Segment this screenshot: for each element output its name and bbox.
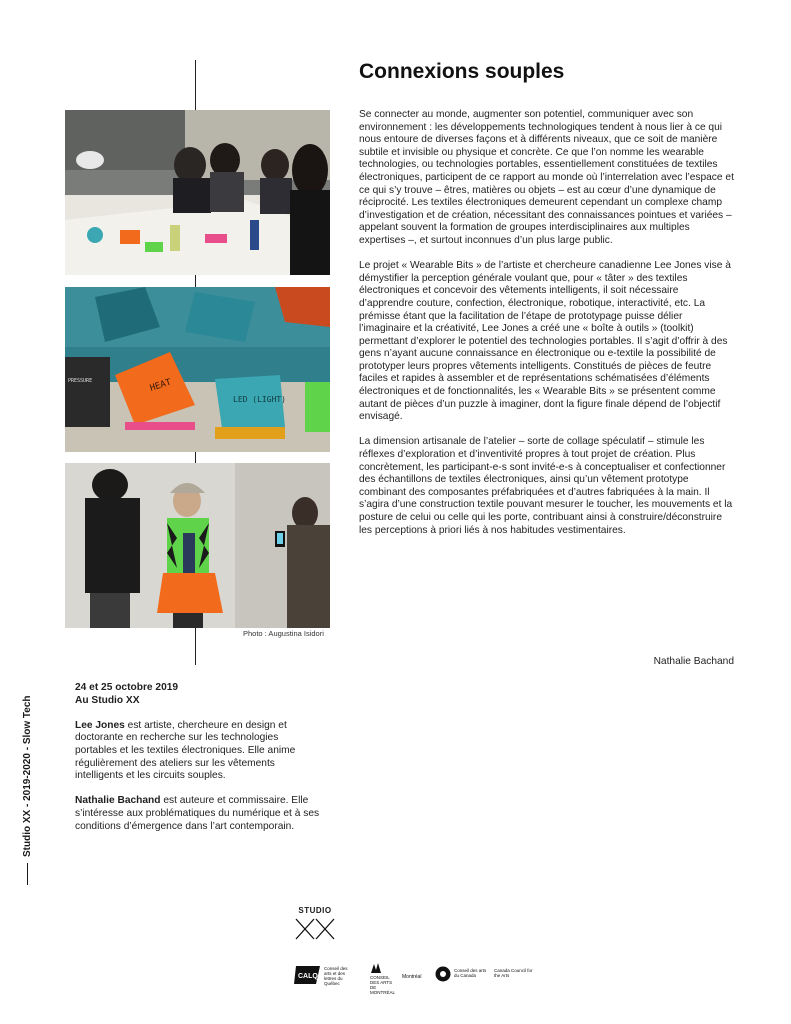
side-label-text: Studio XX - 2019-2020 - Slow Tech [22,695,33,857]
felt-label-pressure: PRESSURE [68,378,93,384]
xx-mark-icon [295,918,335,940]
calq-logo-icon [292,964,322,986]
photo-credit: Photo : Augustina Isidori [243,629,324,638]
cam-text: CONSEIL DES ARTS DE MONTRÉAL [370,975,396,995]
calq-text: Conseil des arts et des lettres du Québec [324,966,348,986]
felt-led [215,375,285,435]
article-paragraph-2: Le projet « Wearable Bits » de l’artiste et chercheure canadienne Lee Jones vise à démystifier la perception générale voulant que, pour « tâter » des textiles électroniques et concevoir des vêtements intelligents, il soit nécessaire d’apprendre couture, confection, électronique, robotique, interactivité, etc. La prémisse étant que la facilitation de l’étape de prototypage puisse délier l’imaginaire et la créativité, Lee Jones a créé une « boîte à outils » (toolkit) permettant d’explorer le potentiel des technologies portables. Il s’agit d’offrir à des gens n’ayant aucune connaissance en électronique ou e-textile la possibilité de prototyper leurs propres vêtements intelligents. Constitués de pièces de feutre faciles et rapides à assembler et de représentations schématisées d’éléments électroniques et de fonctionnalités, les « Wearable Bits » se présentent comme autant de pièces d’un puzzle à imaginer, dont la figure finale dépend de l’objectif envisagé. [359,260,731,423]
bio-text: est artiste, chercheure en design et doctorante en recherche sur les technologies portables et les textiles électroniques. Elle anime régulièrement des ateliers sur les vêtements intelligents et les circuits souples. [75,719,296,782]
logo-text: STUDIO [298,906,332,915]
cac-text-en: Canada Council for the Arts [494,968,533,978]
side-label [22,695,33,885]
cam-logo-icon [370,962,382,974]
bio-name: Lee Jones [75,719,125,731]
bio-name: Nathalie Bachand [75,795,161,807]
bio-lee-jones [75,720,320,783]
article-signature: Nathalie Bachand [653,656,734,667]
studio-xx-logo [290,906,340,940]
cac-text-fr: Conseil des arts du Canada [454,968,487,978]
bio-nathalie-bachand [75,795,320,833]
cac-logo-icon [435,966,451,982]
article-paragraph-1: Se connecter au monde, augmenter son potentiel, communiquer avec son environnement : les développements technologiques tendent à nous lier à ce qui nous entoure de diverses façons et à différents niveaux, que ce soit de manière subtile et invisible ou physique et concrète. Ce que l’on nomme les wearable technologies, ou technologies portables, essentiellement constituées de textiles électroniques, participent de ce rapport au monde où l’interrelation avec l’espace et ce qui s’y trouve – êtres, matières ou objets – est au cœur d’une dynamique de réciprocité. Les textiles électroniques demeurent cependant un complexe champ d’investigation et de création, nécessitant des connaissances pointues et variées – appelant souvent la formation de groupes interdisciplinaires aux multiples expertises –, et surtout inconnues d’un plus large public. [359,109,734,246]
side-label-dash [27,863,28,885]
partner-logos [290,962,550,995]
felt-label-led: LED (LIGHT) [233,395,286,404]
felt-label-heat: HEAT [148,377,173,394]
montreal-text: Montréal [402,974,422,980]
article-title: Connexions souples [359,60,565,83]
event-info [75,682,320,846]
event-venue: Au Studio XX [75,694,140,706]
photo-workshop-table [65,110,330,275]
article-body [359,109,734,550]
photo-wearable-prototype [65,463,330,628]
article-paragraph-3: La dimension artisanale de l’atelier – sorte de collage spéculatif – stimule les réflexes d’exploration et d’inventivité propres à tout projet de création. Plus concrètement, les participant-e-s sont invité-e-s à conceptualiser et confectionner des échantillons de textiles électroniques, ainsi qu’un vêtement prototype combinant des composantes préfabriquées et d’autres fabriquées à la main. Il s’agira d’une construction textile pouvant mesurer le toucher, les mouvements et la posture de celui ou celle qui les porte, contribuant ainsi à construire/déconstruire les perceptions à priori liés à nos habitudes vestimentaires. [359,436,733,536]
event-dates: 24 et 25 octobre 2019 [75,682,179,693]
photo-felt-pieces [65,287,330,452]
svg-text:CALQ: CALQ [298,973,318,980]
bio-text: est auteure et commissaire. Elle s’intéresse aux problématiques du numérique et à ses conditions d’émergence dans l’art contemporain. [75,795,320,832]
